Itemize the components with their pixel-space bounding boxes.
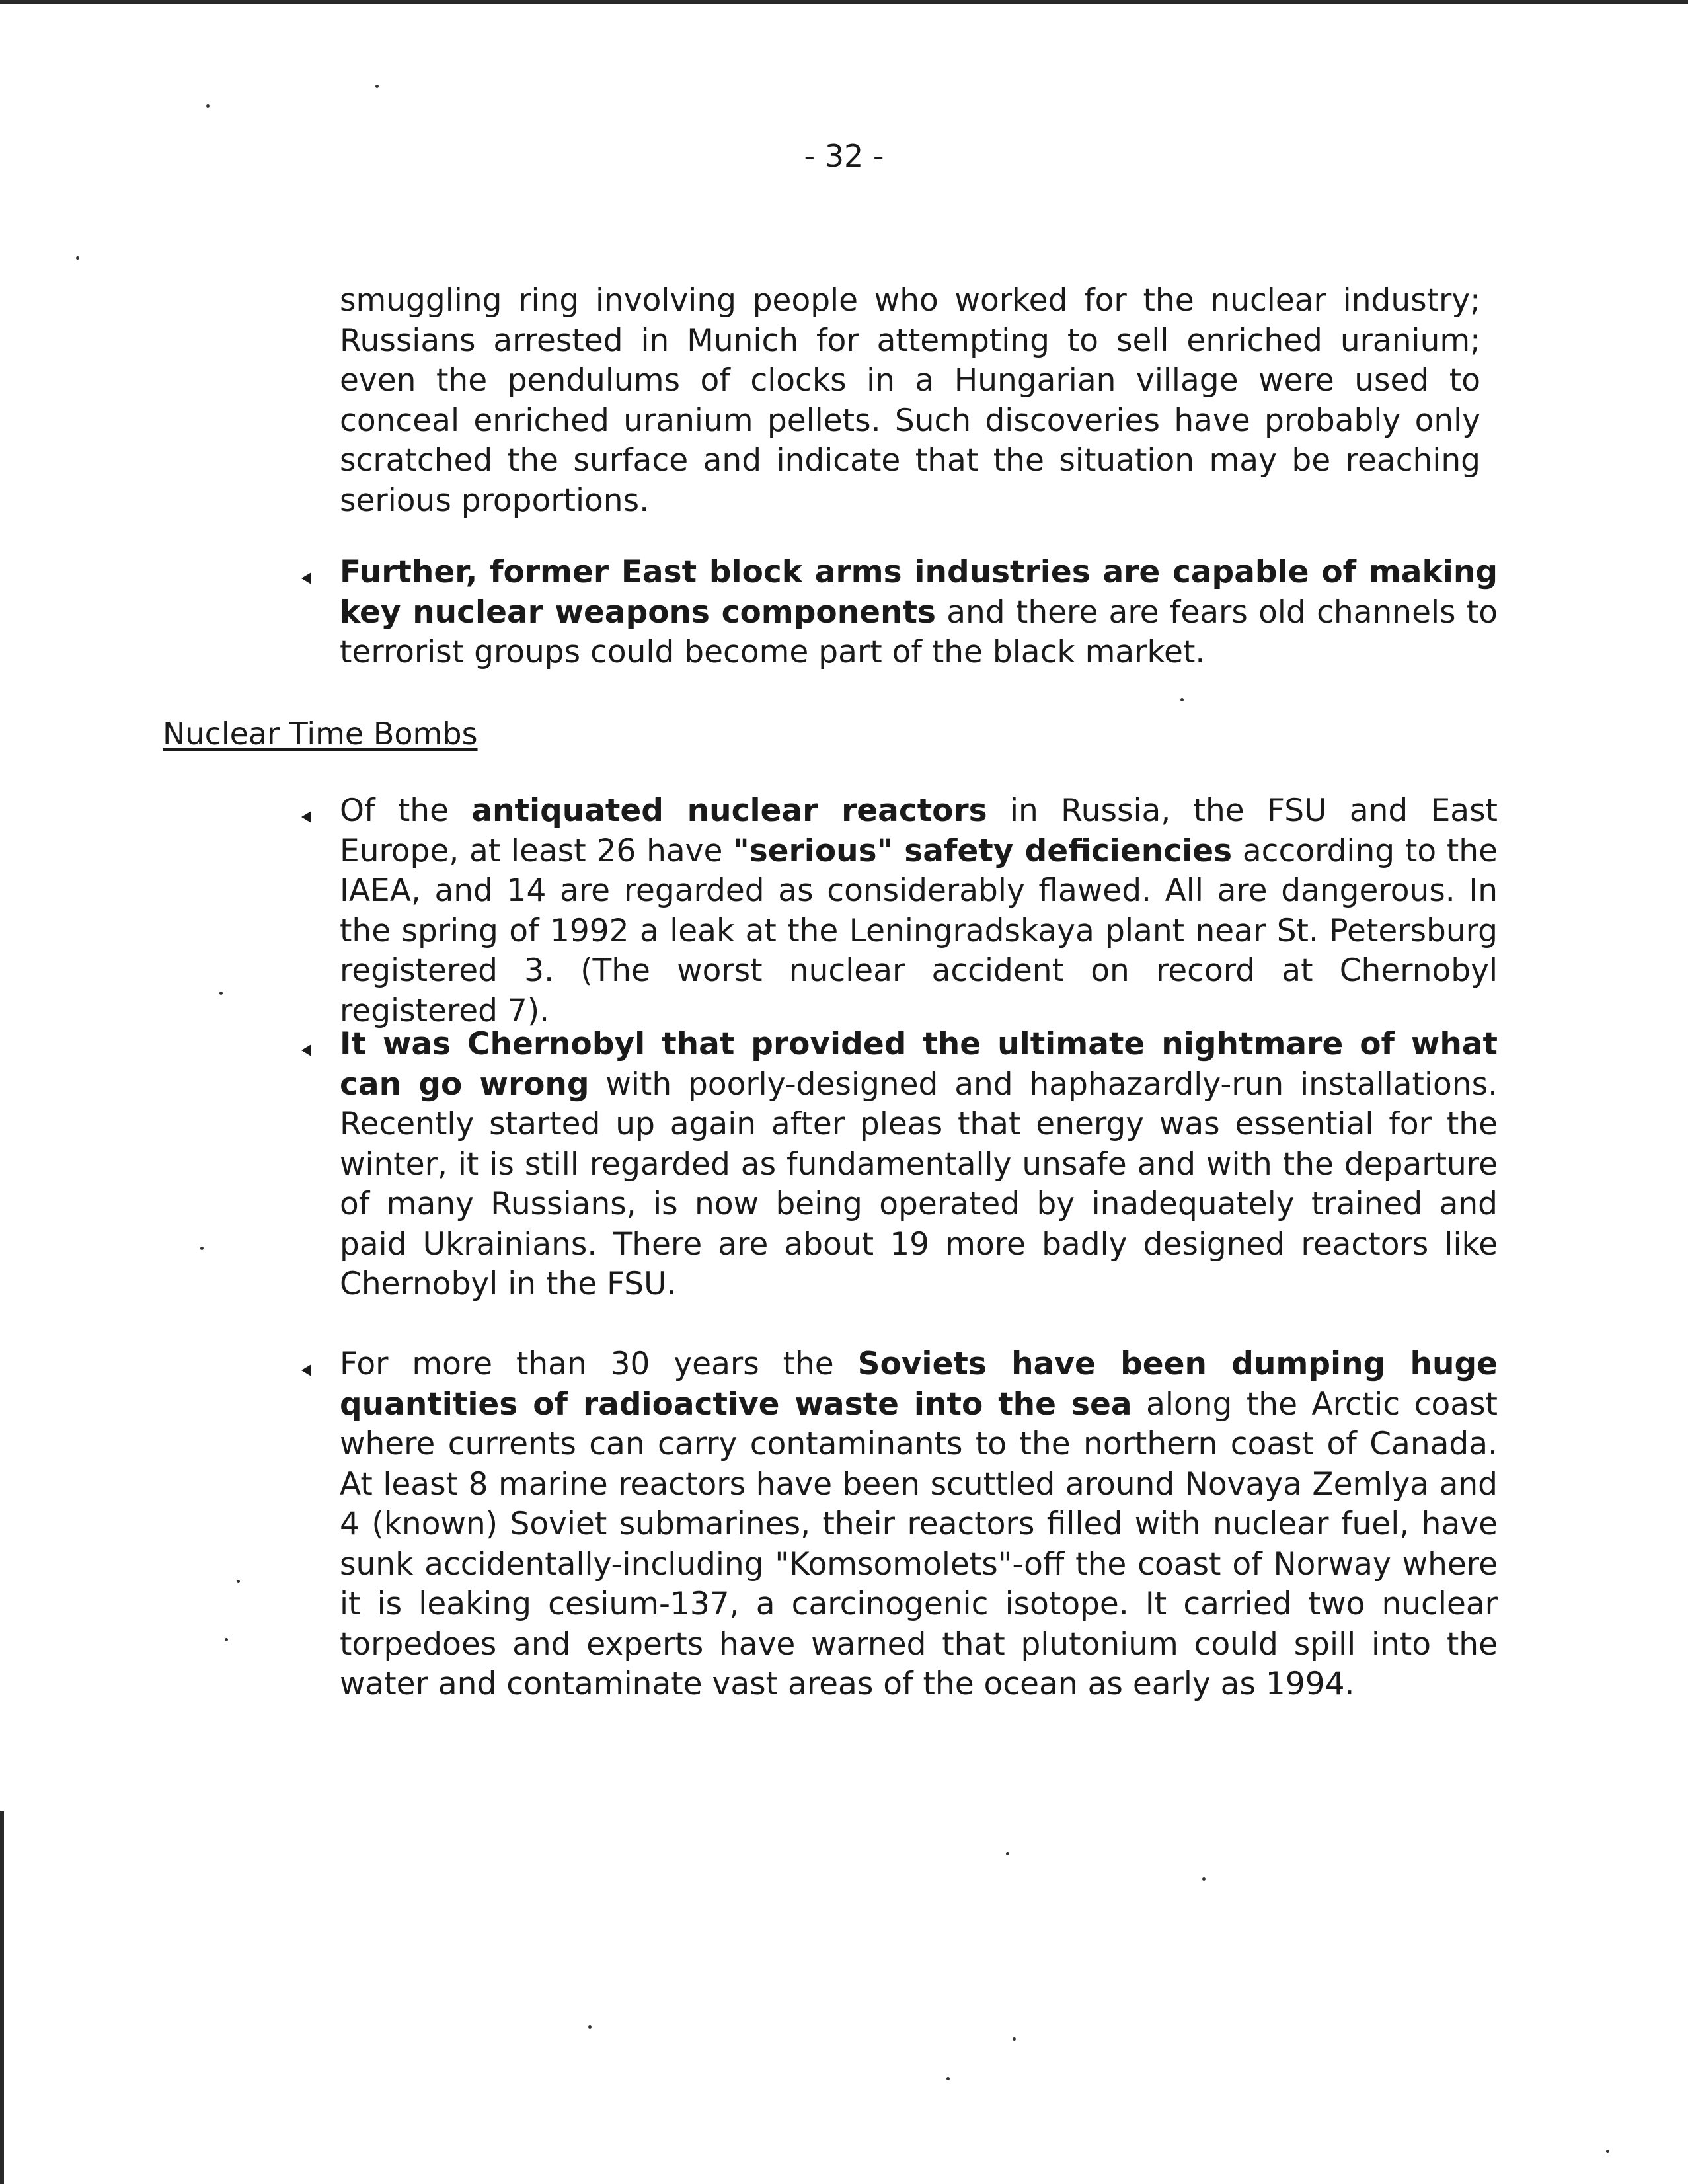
scan-speck (1180, 698, 1184, 701)
bullet-triangle-icon (301, 1044, 311, 1056)
scan-speck (200, 1247, 204, 1250)
page-number: - 32 - (804, 138, 884, 174)
scan-speck (1006, 1852, 1009, 1855)
scan-speck (76, 256, 79, 260)
section-heading: Nuclear Time Bombs (163, 716, 478, 752)
scan-left-border (0, 1811, 4, 2184)
scan-speck (588, 2025, 592, 2029)
scan-speck (237, 1580, 240, 1583)
bullet-east-block-rest: and there are fears old channels to terrorist groups could become part of the black market. (340, 594, 1498, 670)
scan-speck (375, 85, 379, 88)
bullet-chernobyl-rest: with poorly-designed and haphazardly-run installations. Recently started up again after pleas that energy was essential for the winter, it is still regarded as fundamentally unsafe and with the departure of many Russians, is now being operated by inadequately trained and paid Ukrainians. There are about 19 more badly designed reactors like Chernobyl in the FSU. (340, 1066, 1498, 1302)
bullet-reactors-pre: Of the (340, 793, 472, 829)
scan-speck (225, 1638, 228, 1641)
bullet-triangle-icon (301, 811, 311, 823)
bullet-chernobyl-bold: It was Chernobyl that provided the ultimate nightmare of what can go wrong (340, 1026, 1498, 1103)
scan-speck (206, 104, 210, 108)
bullet-triangle-icon (301, 572, 311, 584)
bullet-reactors-bold1: antiquated nuclear reactors (471, 793, 987, 829)
scan-speck (1013, 2037, 1016, 2041)
bullet-east-block (340, 553, 1498, 673)
bullet-reactors-post: according to the IAEA, and 14 are regarded as considerably flawed. All are dangerous. In the spring of 1992 a leak at the Leningradskaya plant near St. Petersburg registered 3. (The worst nuclear accident on record at Chernobyl registered 7). (340, 832, 1498, 1029)
bullet-east-block-bold: Further, former East block arms industries are capable of making key nuclear weapons components (340, 554, 1498, 631)
scan-top-border (0, 0, 1688, 4)
bullet-waste-pre: For more than 30 years the (340, 1346, 858, 1382)
intro-paragraph: smuggling ring involving people who worked for the nuclear industry; Russians arrested in Munich for attempting to sell enriched uranium; even the pendulums of clocks in a Hungarian village were used to conceal enriched uranium pellets. Such discoveries have probably only scratched the surface and indicate that the situation may be reaching serious proportions. (340, 282, 1480, 519)
bullet-reactors-bold2: "serious" safety deficiencies (733, 832, 1233, 869)
scan-speck (1606, 2150, 1609, 2153)
bullet-reactors (340, 791, 1498, 1031)
bullet-waste-rest: along the Arctic coast where currents can carry contaminants to the northern coast of Canada. At least 8 marine reactors have been scuttled around Novaya Zemlya and 4 (known) Soviet submarines, their reactors filled with nuclear fuel, have sunk accidentally-including "Komsomolets"-off the coast of Norway where it is leaking cesium-137, a carcinogenic isotope. It carried two nuclear torpedoes and experts have warned that plutonium could spill into the water and contaminate vast areas of the ocean as early as 1994. (340, 1385, 1498, 1702)
scan-speck (219, 992, 223, 995)
bullet-waste-bold: Soviets have been dumping huge quantities of radioactive waste into the sea (340, 1346, 1498, 1423)
bullet-reactors-mid: in Russia, the FSU and East Europe, at least 26 have (340, 793, 1498, 869)
scan-speck (1202, 1877, 1206, 1881)
bullet-chernobyl (340, 1025, 1498, 1305)
bullet-triangle-icon (301, 1364, 311, 1376)
bullet-radioactive-waste (340, 1345, 1498, 1705)
scan-speck (946, 2077, 950, 2080)
